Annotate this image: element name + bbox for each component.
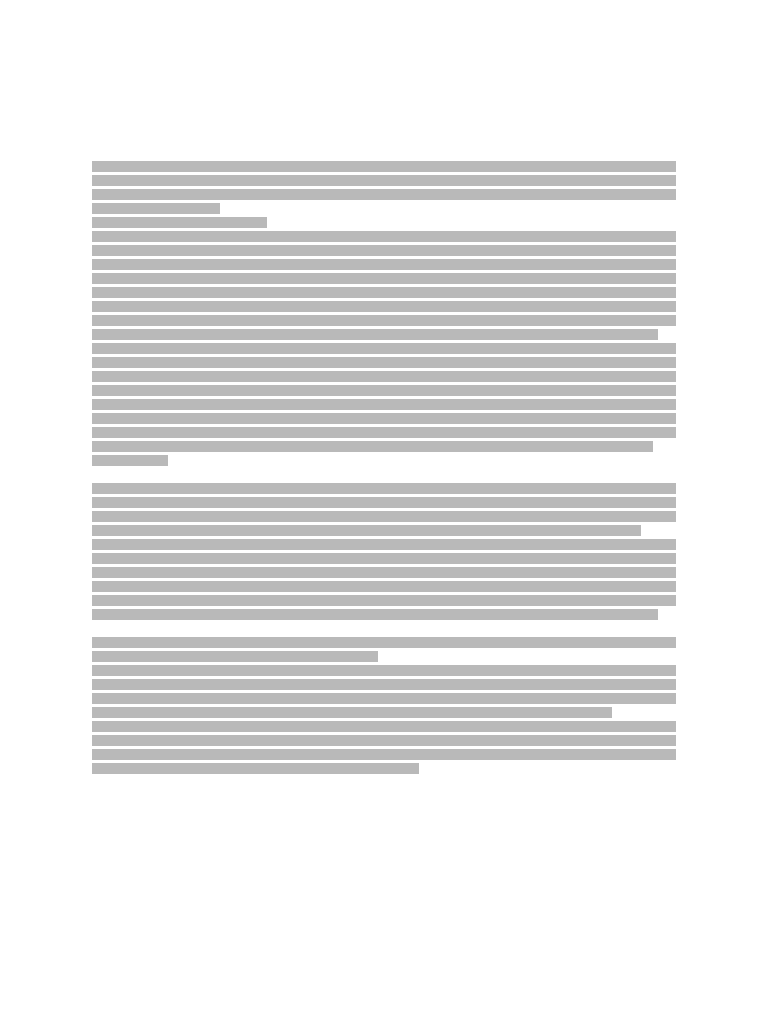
illegible-text-line bbox=[92, 203, 220, 214]
illegible-text-line bbox=[92, 287, 676, 298]
illegible-text-line bbox=[92, 665, 676, 676]
illegible-text-line bbox=[92, 497, 676, 508]
illegible-text-line bbox=[92, 693, 676, 704]
illegible-text-line bbox=[92, 329, 658, 340]
illegible-text-line bbox=[92, 357, 676, 368]
illegible-text-line bbox=[92, 553, 676, 564]
body-paragraph bbox=[92, 539, 676, 620]
illegible-text-line bbox=[92, 441, 653, 452]
illegible-text-line bbox=[92, 707, 612, 718]
body-paragraph bbox=[92, 483, 676, 536]
body-paragraph bbox=[92, 665, 676, 718]
illegible-text-line bbox=[92, 273, 676, 284]
illegible-text-line bbox=[92, 231, 676, 242]
illegible-text-line bbox=[92, 455, 168, 466]
illegible-text-line bbox=[92, 483, 676, 494]
body-paragraph bbox=[92, 231, 676, 340]
illegible-text-line bbox=[92, 217, 267, 228]
illegible-text-line bbox=[92, 511, 676, 522]
illegible-text-line bbox=[92, 315, 676, 326]
body-paragraph bbox=[92, 161, 676, 214]
document-section bbox=[92, 161, 676, 466]
illegible-text-line bbox=[92, 595, 676, 606]
illegible-text-line bbox=[92, 385, 676, 396]
illegible-text-line bbox=[92, 581, 676, 592]
body-paragraph bbox=[92, 217, 676, 228]
body-paragraph bbox=[92, 343, 676, 452]
illegible-text-line bbox=[92, 413, 676, 424]
illegible-text-line bbox=[92, 637, 676, 648]
illegible-text-line bbox=[92, 525, 641, 536]
page-title bbox=[92, 87, 676, 104]
body-paragraph bbox=[92, 637, 676, 662]
illegible-text-line bbox=[92, 609, 658, 620]
illegible-text-line bbox=[92, 301, 676, 312]
illegible-text-line bbox=[92, 343, 676, 354]
illegible-text-line bbox=[92, 651, 378, 662]
illegible-text-line bbox=[92, 567, 676, 578]
illegible-text-line bbox=[92, 245, 676, 256]
page-subtitle bbox=[92, 128, 676, 145]
illegible-text-line bbox=[92, 189, 676, 200]
illegible-text-line bbox=[92, 763, 419, 774]
illegible-text-line bbox=[92, 721, 676, 732]
illegible-text-line bbox=[92, 735, 676, 746]
illegible-text-line bbox=[92, 539, 676, 550]
illegible-text-line bbox=[92, 427, 676, 438]
illegible-text-line bbox=[92, 399, 676, 410]
illegible-text-line bbox=[92, 175, 676, 186]
document-section bbox=[92, 483, 676, 620]
body-paragraph bbox=[92, 455, 676, 466]
document-section bbox=[92, 637, 676, 774]
illegible-text-line bbox=[92, 259, 676, 270]
body-paragraph bbox=[92, 721, 676, 774]
illegible-text-line bbox=[92, 679, 676, 690]
illegible-text-line bbox=[92, 161, 676, 172]
document-body bbox=[92, 161, 676, 774]
illegible-text-line bbox=[92, 749, 676, 760]
illegible-text-line bbox=[92, 371, 676, 382]
